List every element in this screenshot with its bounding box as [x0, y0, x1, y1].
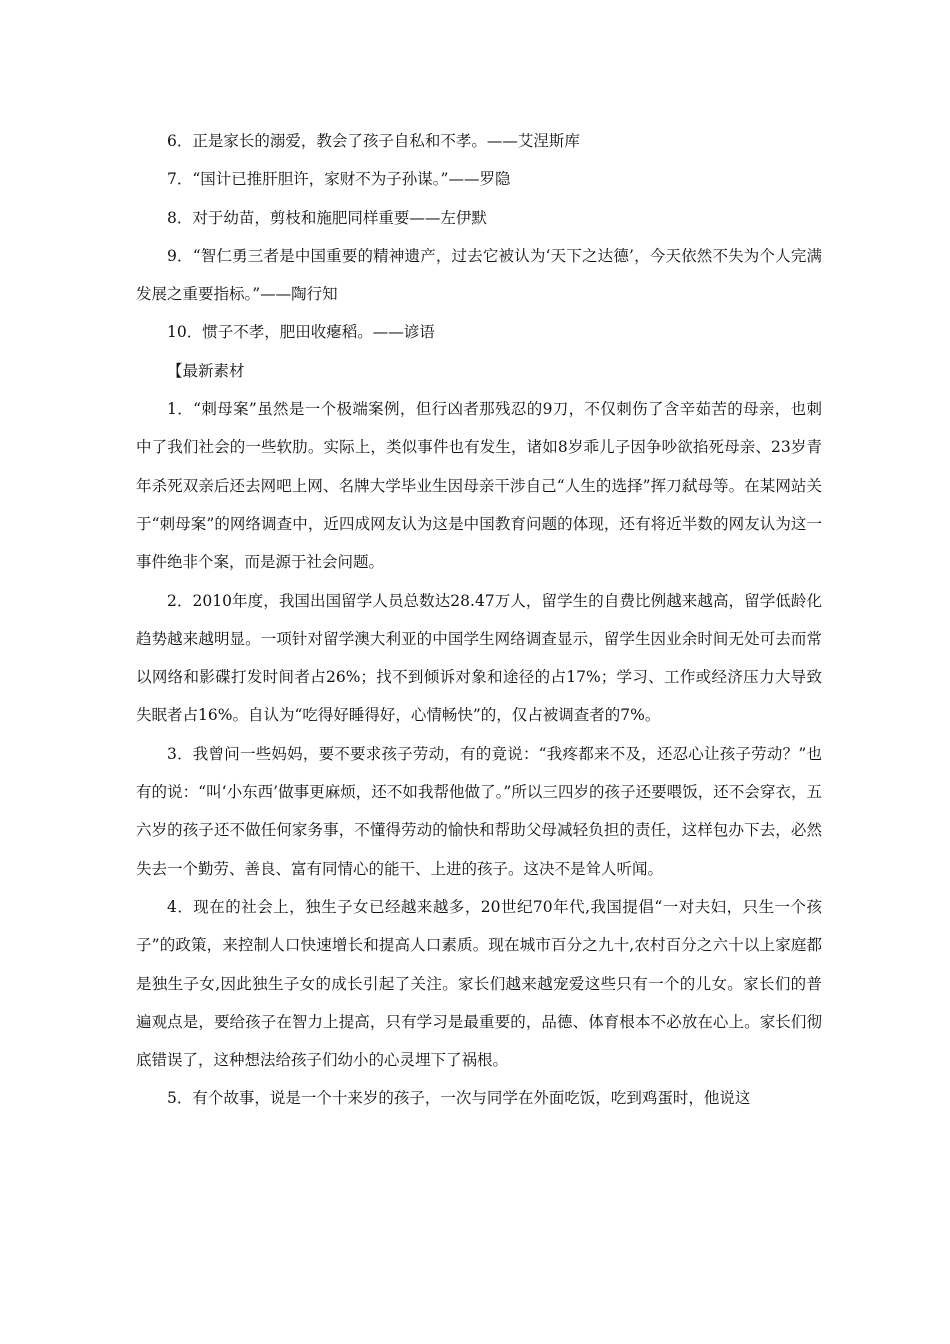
- material-1: 1．“刺母案”虽然是一个极端案例，但行凶者那残忍的9刀，不仅刺伤了含辛茹苦的母亲，也刺中了我们社会的一些软肋。实际上，类似事件也有发生，诸如8岁乖儿子因争吵欲掐死母亲、23岁青年杀死双亲后还去网吧上网、名牌大学毕业生因母亲干涉自己“人生的选择”挥刀弑母等。在某网站关于“刺母案”的网络调查中，近四成网友认为这是中国教育问题的体现，还有将近半数的网友认为这一事件绝非个案，而是源于社会问题。: [136, 400, 822, 572]
- quote-8: 8．对于幼苗，剪枝和施肥同样重要——左伊默: [167, 208, 487, 227]
- quote-6: 6．正是家长的溺爱，教会了孩子自私和不孝。——艾涅斯库: [167, 132, 580, 150]
- material-2: 2．2010年度，我国出国留学人员总数达28.47万人，留学生的自费比例越来越高，留学低龄化趋势越来越明显。一项针对留学澳大利亚的中国学生网络调查显示，留学生因业余时间无处可去而常以网络和影碟打发时间者占26%；找不到倾诉对象和途径的占17%；学习、工作或经济压力大导致失眠者占16%。自认为“吃得好睡得好，心情畅快”的，仅占被调查者的7%。: [136, 591, 822, 725]
- material-5: 5．有个故事，说是一个十来岁的孩子，一次与同学在外面吃饭，吃到鸡蛋时，他说这: [167, 1089, 751, 1108]
- material-3: 3．我曾问一些妈妈，要不要求孩子劳动，有的竟说：“我疼都来不及，还忍心让孩子劳动？”也有的说：“叫‘小东西’做事更麻烦，还不如我帮他做了。”所以三四岁的孩子还要喂饭，还不会穿衣，五六岁的孩子还不做任何家务事，不懂得劳动的愉快和帮助父母减轻负担的责任，这样包办下去，必然失去一个勤劳、善良、富有同情心的能干、上进的孩子。这决不是耸人听闻。: [136, 744, 822, 878]
- section-heading: 【最新素材: [167, 361, 245, 380]
- material-4: 4．现在的社会上，独生子女已经越来越多，20世纪70年代,我国提倡“一对夫妇，只生一个孩子”的政策，来控制人口快速增长和提高人口素质。现在城市百分之九十,农村百分之六十以上家庭都是独生子女,因此独生子女的成长引起了关注。家长们越来越宠爱这些只有一个的儿女。家长们的普遍观点是，要给孩子在智力上提高，只有学习是最重要的，品德、体育根本不必放在心上。家长们彻底错误了，这种想法给孩子们幼小的心灵埋下了祸根。: [136, 897, 822, 1070]
- quote-10: 10．惯子不孝，肥田收瘪稻。——谚语: [167, 323, 435, 342]
- quote-9: 9．“智仁勇三者是中国重要的精神遗产，过去它被认为‘天下之达德’，今天依然不失为个人完满发展之重要指标。”——陶行知: [136, 246, 822, 304]
- quote-7: 7．“国计已推肝胆许，家财不为子孙谋。”——罗隐: [167, 170, 511, 189]
- document-body: [136, 122, 822, 1118]
